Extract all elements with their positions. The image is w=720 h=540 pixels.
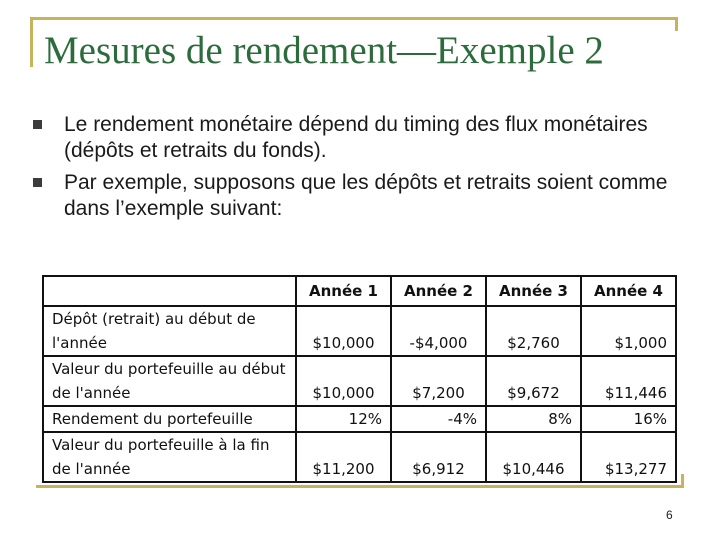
returns-table bbox=[42, 275, 677, 483]
table-cell: 8% bbox=[486, 406, 581, 432]
table-header-cell bbox=[43, 276, 296, 306]
table-cell: 16% bbox=[581, 406, 676, 432]
table-row bbox=[43, 406, 676, 432]
frame-left-line bbox=[30, 17, 33, 67]
bullet-text: Par exemple, supposons que les dépôts et retraits soient comme dans l’exemple suivant: bbox=[64, 171, 668, 220]
table-row bbox=[43, 306, 676, 356]
table-cell: 12% bbox=[296, 406, 391, 432]
row-label-line: de l'année bbox=[52, 384, 131, 402]
table-header-cell: Année 1 bbox=[296, 276, 391, 306]
table-cell: $10,000 bbox=[296, 356, 391, 406]
table-cell: $9,672 bbox=[486, 356, 581, 406]
table-cell: -$4,000 bbox=[391, 306, 486, 356]
frame-top-line bbox=[30, 17, 678, 20]
bullet-item bbox=[30, 112, 670, 164]
row-label bbox=[43, 356, 296, 406]
square-bullet-icon bbox=[33, 120, 42, 129]
table-header-cell: Année 2 bbox=[391, 276, 486, 306]
table-row bbox=[43, 432, 676, 482]
table-cell: $2,760 bbox=[486, 306, 581, 356]
table-cell: $7,200 bbox=[391, 356, 486, 406]
bullet-text: Le rendement monétaire dépend du timing des flux monétaires (dépôts et retraits du fonds). bbox=[64, 113, 648, 162]
row-label-line: Rendement du portefeuille bbox=[52, 410, 253, 428]
table-header-cell: Année 4 bbox=[581, 276, 676, 306]
row-label bbox=[43, 432, 296, 482]
slide-title: Mesures de rendement—Exemple 2 bbox=[44, 29, 604, 72]
row-label-line: Valeur du portefeuille à la fin bbox=[52, 436, 270, 454]
square-bullet-icon bbox=[33, 178, 42, 187]
table-cell: $10,446 bbox=[486, 432, 581, 482]
bullet-list bbox=[30, 112, 670, 228]
table-cell: $13,277 bbox=[581, 432, 676, 482]
frame-bottom-line bbox=[36, 485, 684, 488]
table-cell: $10,000 bbox=[296, 306, 391, 356]
row-label-line: Dépôt (retrait) au début de bbox=[52, 310, 256, 328]
row-label-line: l'année bbox=[52, 334, 107, 352]
frame-right-line bbox=[675, 17, 678, 31]
table-header-row bbox=[43, 276, 676, 306]
row-label-line: Valeur du portefeuille au début bbox=[52, 360, 286, 378]
table-cell: -4% bbox=[391, 406, 486, 432]
page-number: 6 bbox=[666, 508, 673, 522]
frame-bottom-right-line bbox=[681, 474, 684, 488]
table-cell: $11,446 bbox=[581, 356, 676, 406]
table-cell: $1,000 bbox=[581, 306, 676, 356]
table-row bbox=[43, 356, 676, 406]
row-label-line: de l'année bbox=[52, 460, 131, 478]
row-label bbox=[43, 306, 296, 356]
table-cell: $11,200 bbox=[296, 432, 391, 482]
bullet-item bbox=[30, 170, 670, 222]
table-header-cell: Année 3 bbox=[486, 276, 581, 306]
row-label bbox=[43, 406, 296, 432]
table-cell: $6,912 bbox=[391, 432, 486, 482]
